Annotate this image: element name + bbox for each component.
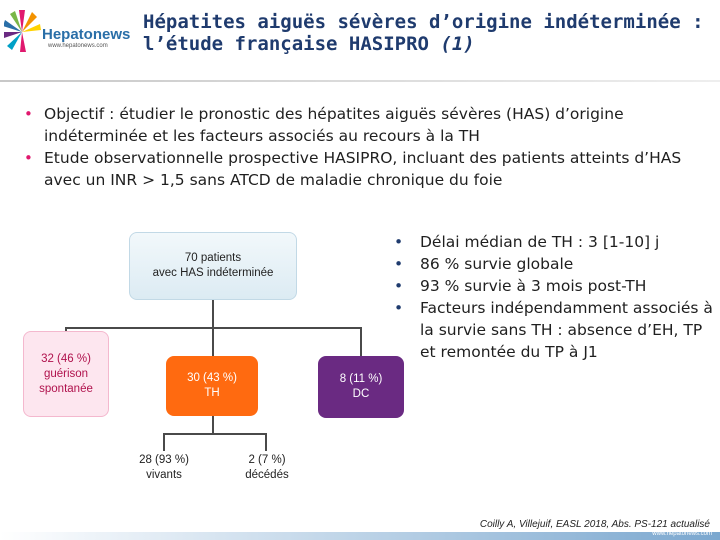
root-label: avec HAS indéterminée — [152, 267, 274, 279]
title-line-1: Hépatites aiguës sévères d’origine indéterminée : — [143, 11, 704, 33]
logo-name: Hepatonews — [42, 26, 131, 43]
footer-url: www.hepatonews.com — [652, 531, 712, 537]
slide-title — [143, 11, 713, 55]
bullet-icon: • — [394, 255, 404, 273]
death-count: 8 (11 %) — [339, 373, 383, 385]
hepatonews-logo — [4, 6, 134, 58]
alive-count: 28 (93 %) — [139, 454, 189, 466]
citation: Coilly A, Villejuif, EASL 2018, Abs. PS-121 actualisé — [479, 519, 710, 530]
result-item — [394, 231, 714, 253]
transplant-label: TH — [204, 387, 220, 399]
footer-strip — [0, 532, 720, 540]
result-item — [394, 275, 714, 297]
flow-spontaneous-recovery-box — [23, 331, 109, 417]
result-item — [394, 253, 714, 275]
recovery-label-1: guérison — [43, 367, 89, 380]
connector-root-down — [212, 300, 214, 328]
transplant-count: 30 (43 %) — [187, 372, 237, 384]
bullet-icon: • — [394, 277, 404, 295]
flow-deceased-node — [226, 453, 308, 483]
flow-death-box — [318, 356, 404, 418]
deceased-label: décédés — [245, 469, 289, 481]
result-item — [394, 297, 714, 363]
recovery-label-2: spontanée — [39, 382, 93, 395]
recovery-count: 32 (46 %) — [41, 352, 91, 365]
connector-th-horizontal — [163, 433, 267, 435]
connector-th-down — [212, 416, 214, 434]
title-reference: (1) — [440, 33, 475, 55]
alive-label: vivants — [146, 469, 182, 481]
title-line-2-text: l’étude française HASIPRO — [143, 33, 441, 55]
deceased-count: 2 (7 %) — [248, 454, 286, 466]
flow-root-box — [129, 232, 297, 300]
connector-dead-down — [265, 433, 267, 451]
bullet-icon: • — [24, 149, 33, 167]
title-line-2 — [143, 33, 713, 55]
flow-transplant-box — [166, 356, 258, 416]
logo-url: www.hepatonews.com — [48, 43, 108, 49]
bullet-icon: • — [394, 233, 404, 251]
main-bullet-list — [24, 103, 704, 191]
bullet-item-objective — [24, 103, 704, 147]
result-text: Délai médian de TH : 3 [1-10] j — [420, 233, 660, 251]
connector-alive-down — [163, 433, 165, 451]
result-text: 86 % survie globale — [420, 255, 574, 273]
flow-alive-node — [122, 453, 206, 483]
star-burst-icon — [4, 6, 44, 58]
connector-mid-down — [212, 327, 214, 356]
death-label: DC — [352, 388, 370, 400]
root-count: 70 patients — [184, 252, 242, 264]
bullet-icon: • — [24, 105, 33, 123]
connector-right-down — [360, 327, 362, 356]
bullet-icon: • — [394, 299, 404, 317]
header-divider — [0, 80, 720, 82]
bullet-item-study — [24, 147, 704, 191]
bullet-text: Objectif : étudier le pronostic des hépatites aiguës sévères (HAS) d’origine indéterminée et les facteurs associés au recours à la TH — [44, 105, 624, 145]
bullet-text: Etude observationnelle prospective HASIPRO, incluant des patients atteints d’HAS avec un INR > 1,5 sans ATCD de maladie chronique du foie — [44, 149, 682, 189]
result-text: Facteurs indépendamment associés à la survie sans TH : absence d’EH, TP et remontée du TP à J1 — [420, 299, 713, 361]
results-bullet-list — [394, 231, 714, 363]
result-text: 93 % survie à 3 mois post-TH — [420, 277, 647, 295]
